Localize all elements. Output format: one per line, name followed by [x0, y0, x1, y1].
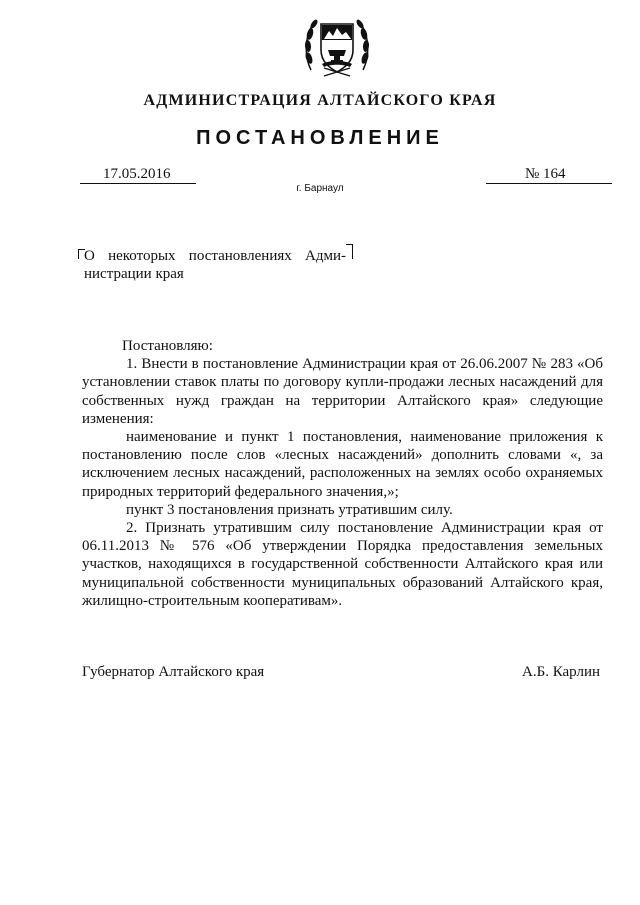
document-subject — [84, 247, 346, 283]
subject-word: некоторых — [108, 248, 176, 264]
body-paragraph: наименование и пункт 1 постановления, наименование приложения к постановлению после слов «лесных насаждений» дополнить словами «, за исключением лесных насаждений, расположенных на землях особо охраняемых природных территорий федерального значения,»; — [82, 429, 603, 500]
subject-word: Адми- — [305, 248, 346, 264]
body-paragraph: 2. Признать утратившим силу постановление Администрации края от 06.11.2013 № 576 «Об утверждении Порядка предоставления земельных участков, находящихся в государственной собственности Алтайского края или муниципальной собственности муниципальных образований Алтайского края, жилищно-строительным кооперативам». — [82, 520, 603, 609]
body-paragraph: 1. Внести в постановление Администрации края от 26.06.2007 № 283 «Об установлении ставок платы по договору купли-продажи лесных насаждений для собственных нужд граждан на территории Алтайского края» следующие изменения: — [82, 356, 603, 427]
coat-of-arms-icon — [302, 10, 372, 80]
organization-name: АДМИНИСТРАЦИЯ АЛТАЙСКОГО КРАЯ — [143, 92, 497, 109]
subject-bracket-right — [346, 244, 353, 259]
document-city: г. Барнаул — [296, 183, 344, 194]
subject-line-2: нистрации края — [84, 266, 184, 282]
document-type: ПОСТАНОВЛЕНИЕ — [196, 127, 444, 149]
document-date: 17.05.2016 — [103, 166, 171, 182]
document-number: № 164 — [525, 166, 566, 182]
subject-bracket-left — [78, 249, 85, 259]
subject-word: постановлениях — [188, 248, 292, 264]
document-body — [82, 337, 603, 610]
body-paragraph: пункт 3 постановления признать утратившим силу. — [126, 501, 453, 518]
signatory-position: Губернатор Алтайского края — [82, 664, 265, 680]
signatory-name: А.Б. Карлин — [522, 664, 601, 680]
body-lead: Постановляю: — [122, 338, 213, 354]
subject-line-1 — [84, 247, 346, 265]
subject-word: О — [84, 248, 95, 264]
